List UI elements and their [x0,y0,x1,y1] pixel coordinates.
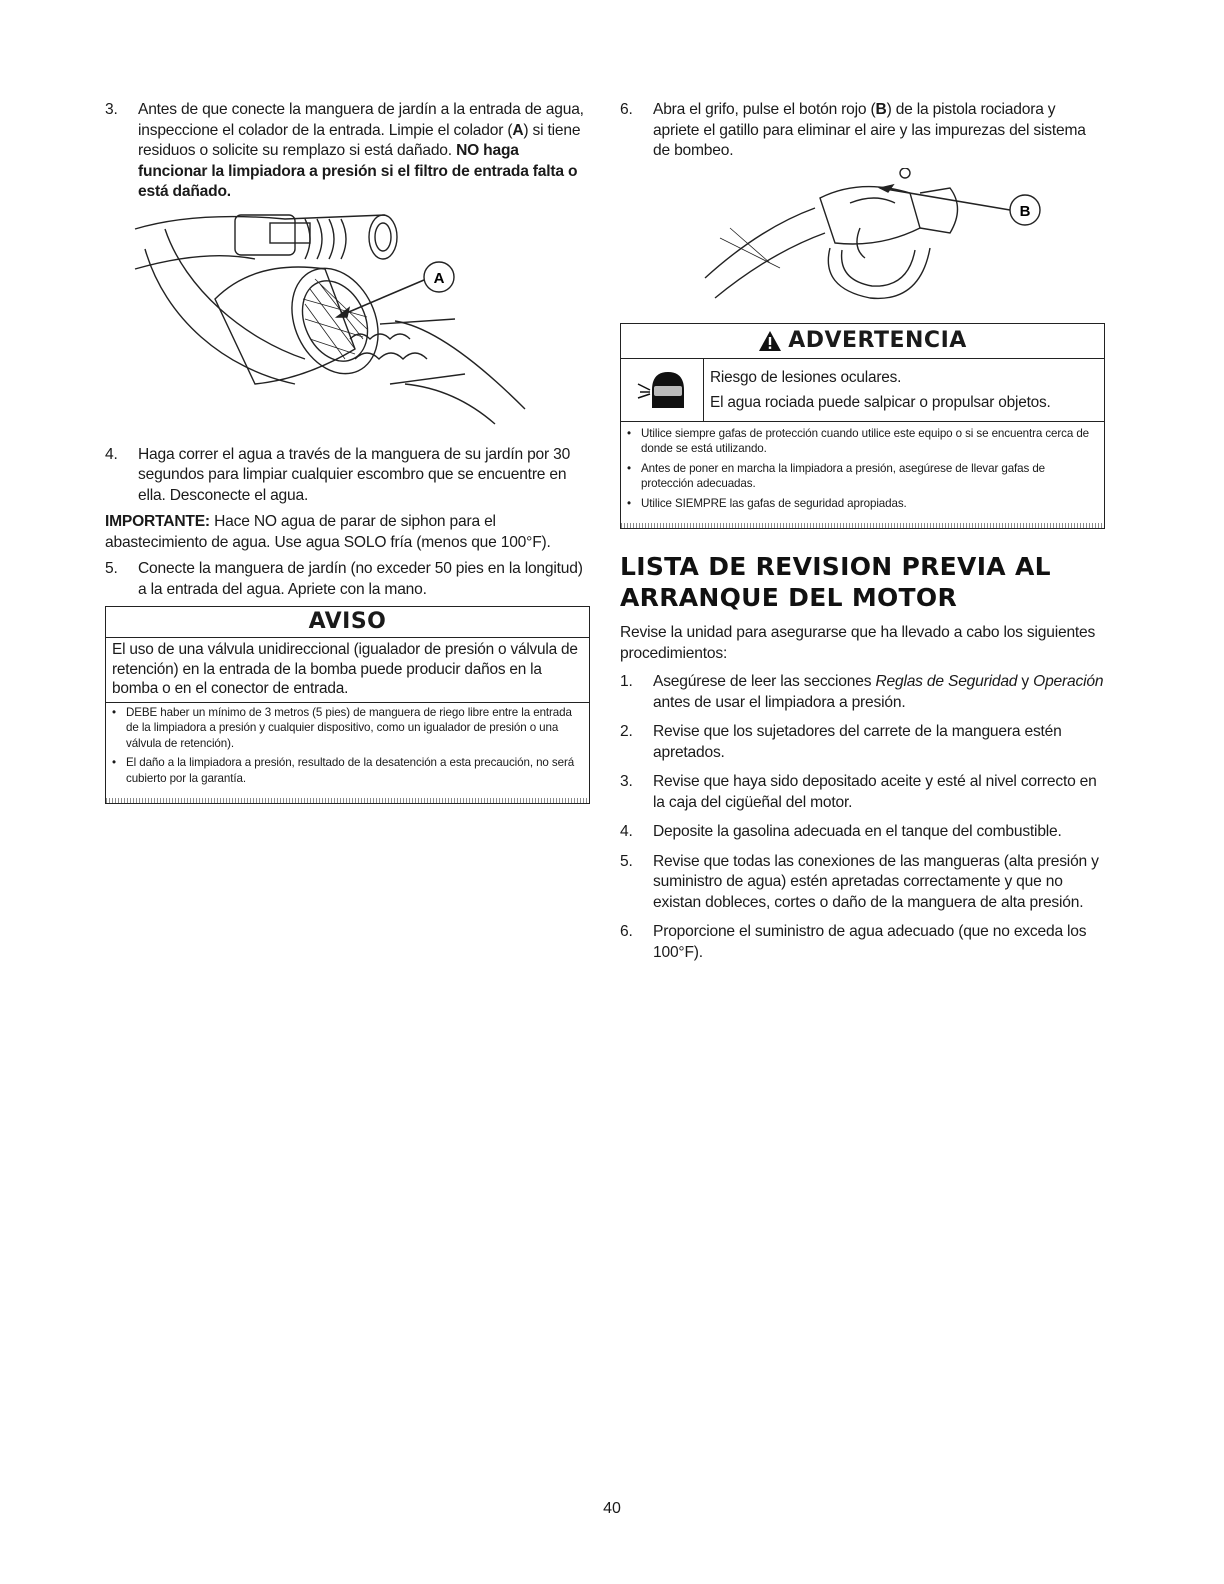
notice-bullet: • El daño a la limpiadora a presión, resultado de la desatención a esta precaución, no será cubierto por la garantía. [112,755,581,786]
important-text: Hace NO agua de parar de siphon para el abastecimiento de agua. Use agua SOLO fría (menos que 100°F). [105,513,551,551]
step-number: 3. [105,101,118,118]
step-warning: NO haga funcionar la limpiadora a presión si el filtro de entrada falta o está dañado. [138,142,578,200]
checklist-item [620,722,1105,763]
item-number: 2. [620,723,633,740]
step-number: 5. [105,560,118,577]
warning-footer-rule [621,523,1104,528]
warning-bullets [621,422,1104,524]
item-number: 5. [620,852,633,870]
callout-ref: B [875,101,887,118]
step-number: 4. [105,445,118,463]
item-text: Deposite la gasolina adecuada en el tanque del combustible. [653,823,1062,840]
page-number: 40 [603,1500,621,1517]
callout-a-label: A [433,269,445,287]
item-number: 6. [620,923,633,940]
item-number: 4. [620,823,633,840]
left-column [105,100,590,804]
item-text: Revise que todas las conexiones de las mangueras (alta presión y suministro de agua) estén apretadas correctamente y que no existan dobleces, cortes o daño de la manguera de alta presión. [653,852,1099,911]
step-text: Conecte la manguera de jardín (no exceder 50 pies en la longitud) a la entrada del agua. Apriete con la mano. [138,560,583,598]
step-5 [105,559,590,600]
spray-gun-drawing [620,168,1105,313]
important-label: IMPORTANTE: [105,513,210,530]
step-text-cont: ) si tiene residuos o solicite su remplazo si está dañado. [138,121,581,159]
step-text: Haga correr el agua a través de la manguera de su jardín por 30 segundos para limpiar cualquier escombro que se encuentre en ella. Desconecte el agua. [138,445,571,504]
item-text: Revise que los sujetadores del carrete de la manguera estén apretados. [653,723,1062,761]
step-text-cont: ) de la pistola rociadora y apriete el gatillo para eliminar el aire y las impurezas del sistema de bombeo. [653,101,1086,159]
section-ref: Reglas de Seguridad [875,673,1018,690]
callout-ref: A [512,121,524,139]
notice-box [105,606,590,804]
warning-title: ADVERTENCIA [788,327,967,353]
checklist [620,672,1105,963]
callout-b-label: B [1019,202,1031,220]
checklist-intro: Revise la unidad para asegurarse que ha llevado a cabo los siguientes procedimientos: [620,624,1096,662]
step-text: Antes de que conecte la manguera de jardín a la entrada de agua, inspeccione el colador de la entrada. Limpie el colador ( [138,101,584,139]
step-number: 6. [620,101,633,118]
warning-bullet: • Utilice siempre gafas de protección cuando utilice este equipo o si se encuentra cerca de donde se está utilizando. [627,426,1096,457]
warning-hazard: Riesgo de lesiones oculares. [710,368,902,386]
inlet-strainer-drawing [105,209,590,439]
checklist-item [620,772,1105,813]
item-text: Revise que haya sido depositado aceite y esté al nivel correcto en la caja del cigüeñal del motor. [653,773,1097,811]
warning-hazard-row [621,359,1104,422]
checklist-item [620,822,1105,843]
warning-triangle-icon [758,330,782,352]
eye-protection-icon [636,368,688,412]
step-6 [620,100,1105,162]
right-column [620,100,1105,972]
inlet-strainer-illustration [105,209,590,439]
step-4 [105,445,590,507]
checklist-item [620,852,1105,914]
warning-bullet: • Antes de poner en marcha la limpiadora a presión, asegúrese de llevar gafas de protección adecuadas. [627,461,1096,492]
notice-body: El uso de una válvula unidireccional (igualador de presión o válvula de retención) en la entrada de la bomba puede producir daños en la bomba o en el conector de entrada. [106,638,589,703]
spray-gun-illustration [620,168,1105,313]
item-number: 3. [620,773,633,790]
warning-bullet: • Utilice SIEMPRE las gafas de seguridad apropiadas. [627,496,1096,512]
step-3 [105,100,590,203]
item-number: 1. [620,673,633,690]
item-text: Proporcione el suministro de agua adecuado (que no exceda los 100°F). [653,923,1087,961]
section-heading: LISTA DE REVISION PREVIA AL ARRANQUE DEL MOTOR [620,552,1051,612]
notice-title: AVISO [106,607,589,638]
section-ref: Operación [1033,673,1104,690]
checklist-item [620,922,1105,963]
notice-footer-rule [106,798,589,803]
notice-bullets [106,703,589,799]
notice-bullet: • DEBE haber un mínimo de 3 metros (5 pies) de manguera de riego libre entre la entrada de la limpiadora a presión y cualquier dispositivo, como un igualador de presión o una válvula de retención). [112,705,581,752]
step-text: Abra el grifo, pulse el botón rojo ( [653,101,876,118]
checklist-item: 1. Asegúrese de leer las secciones Reglas de Seguridad y Operación antes de usar el limpiadora a presión. [620,672,1105,713]
warning-consequence: El agua rociada puede salpicar o propulsar objetos. [710,393,1051,411]
warning-box [620,323,1105,530]
important-note [105,512,590,553]
